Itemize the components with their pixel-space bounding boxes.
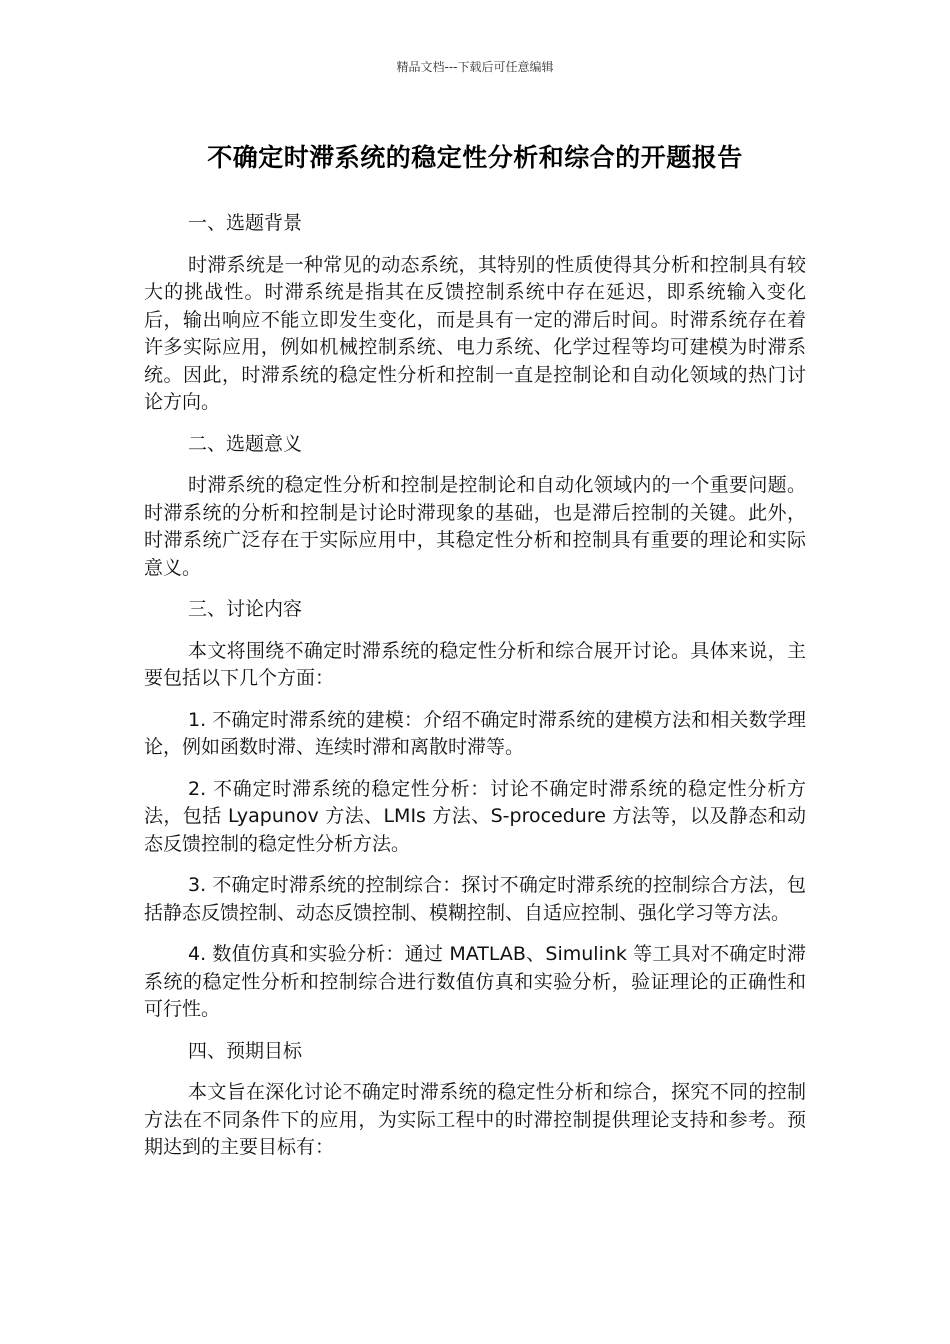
list-item-simulation: 4. 数值仿真和实验分析：通过 MATLAB、Simulink 等工具对不确定时滞系统的稳定性分析和控制综合进行数值仿真和实验分析，验证理论的正确性和可行性。: [144, 943, 806, 1020]
section-heading-background: 一、选题背景: [188, 212, 303, 234]
list-item-stability-analysis: 2. 不确定时滞系统的稳定性分析：讨论不确定时滞系统的稳定性分析方法，包括 Lyapunov 方法、LMIs 方法、S-procedure 方法等，以及静态和动态反馈控制的稳定性分析方法。: [144, 777, 806, 855]
document-body: [144, 210, 806, 1176]
paragraph-content-intro: 本文将围绕不确定时滞系统的稳定性分析和综合展开讨论。具体来说，主要包括以下几个方面：: [144, 639, 806, 689]
document-title: 不确定时滞系统的稳定性分析和综合的开题报告: [207, 143, 743, 172]
header-note: 精品文档---下载后可任意编辑: [396, 60, 554, 74]
paragraph-goals: 本文旨在深化讨论不确定时滞系统的稳定性分析和综合，探究不同的控制方法在不同条件下的应用，为实际工程中的时滞控制提供理论支持和参考。预期达到的主要目标有：: [144, 1081, 806, 1158]
paragraph-background: 时滞系统是一种常见的动态系统，其特别的性质使得其分析和控制具有较大的挑战性。时滞系统是指其在反馈控制系统中存在延迟，即系统输入变化后，输出响应不能立即发生变化，而是具有一定的滞后时间。时滞系统存在着许多实际应用，例如机械控制系统、电力系统、化学过程等均可建模为时滞系统。因此，时滞系统的稳定性分析和控制一直是控制论和自动化领域的热门讨论方向。: [144, 253, 806, 413]
section-heading-content: 三、讨论内容: [188, 598, 303, 620]
section-heading-goals: 四、预期目标: [188, 1039, 303, 1062]
list-item-modeling: 1. 不确定时滞系统的建模：介绍不确定时滞系统的建模方法和相关数学理论，例如函数时滞、连续时滞和离散时滞等。: [144, 708, 806, 758]
list-item-control-synthesis: 3. 不确定时滞系统的控制综合：探讨不确定时滞系统的控制综合方法，包括静态反馈控制、动态反馈控制、模糊控制、自适应控制、强化学习等方法。: [144, 874, 806, 924]
paragraph-significance: 时滞系统的稳定性分析和控制是控制论和自动化领域内的一个重要问题。时滞系统的分析和控制是讨论时滞现象的基础，也是滞后控制的关键。此外，时滞系统广泛存在于实际应用中，其稳定性分析和控制具有重要的理论和实际意义。: [144, 474, 806, 579]
section-heading-significance: 二、选题意义: [188, 432, 303, 455]
